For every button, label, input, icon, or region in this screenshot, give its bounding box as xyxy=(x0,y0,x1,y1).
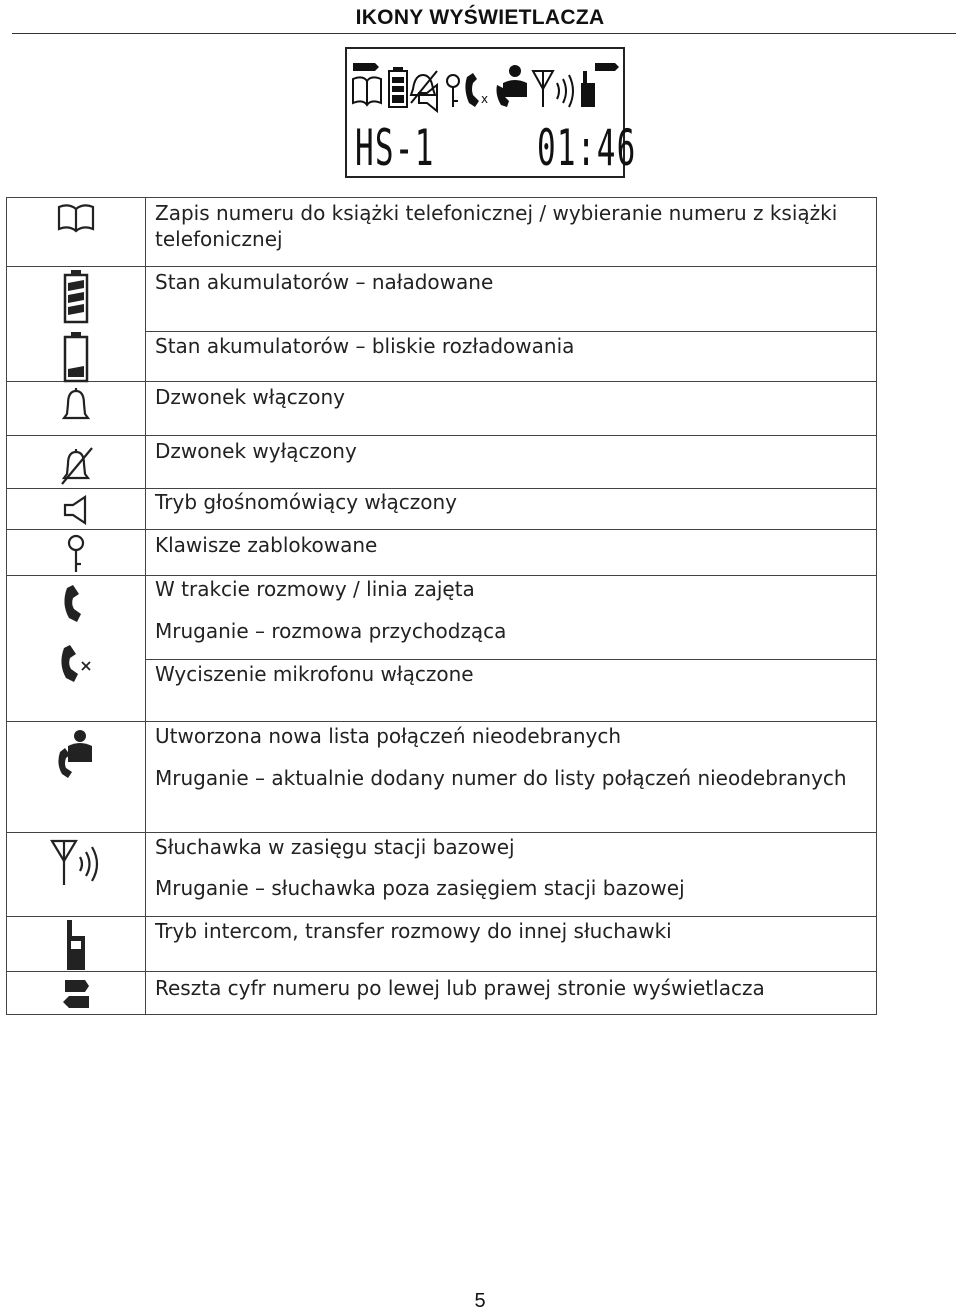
icon-cell xyxy=(7,576,146,722)
description-cell xyxy=(146,436,877,489)
arrows-icon xyxy=(61,978,91,1010)
icon-cell xyxy=(7,382,146,436)
row-text: Mruganie – rozmowa przychodząca xyxy=(155,619,507,643)
description-cell xyxy=(146,530,877,576)
table-row xyxy=(7,833,877,917)
row-text: Stan akumulatorów – bliskie rozładowania xyxy=(155,334,575,358)
description-cell xyxy=(146,833,877,917)
antenna-signal-icon xyxy=(48,839,104,887)
description-cell xyxy=(146,722,877,833)
handset-mute-icon xyxy=(58,644,94,684)
lcd-handset-name: HS-1 xyxy=(355,119,435,177)
row-text: Zapis numeru do książki telefonicznej / wybieranie numeru z książki telefonicznej xyxy=(155,201,838,251)
table-row xyxy=(7,267,877,382)
row-text: Tryb głośnomówiący włączony xyxy=(155,490,457,514)
key-icon xyxy=(64,534,88,574)
lcd-clock: 01:46 xyxy=(537,119,637,177)
handset-icon xyxy=(61,584,91,624)
row-text: Klawisze zablokowane xyxy=(155,533,378,557)
missed-call-icon xyxy=(54,728,98,780)
speaker-icon xyxy=(63,495,89,525)
svg-text:x: x xyxy=(481,92,489,106)
icon-cell xyxy=(7,267,146,382)
book-icon xyxy=(56,203,96,233)
table-row xyxy=(7,722,877,833)
icon-table xyxy=(6,197,877,1015)
row-text: Dzwonek wyłączony xyxy=(155,439,357,463)
table-row xyxy=(7,436,877,489)
row-text: Utworzona nowa lista połączeń nieodebranych xyxy=(155,724,622,748)
row-text: Tryb intercom, transfer rozmowy do innej słuchawki xyxy=(155,919,672,943)
description-cell xyxy=(146,489,877,530)
table-row xyxy=(7,576,877,722)
table-row xyxy=(7,382,877,436)
icon-cell xyxy=(7,530,146,576)
row-divider xyxy=(146,331,876,332)
page-title: IKONY WYŚWIETLACZA xyxy=(355,6,605,29)
table-row xyxy=(7,972,877,1015)
icon-cell xyxy=(7,972,146,1015)
description-cell xyxy=(146,198,877,267)
description-cell xyxy=(146,972,877,1015)
icon-cell xyxy=(7,917,146,972)
description-cell xyxy=(146,382,877,436)
icon-cell xyxy=(7,436,146,489)
icon-cell xyxy=(7,198,146,267)
table-row xyxy=(7,198,877,267)
row-text: Mruganie – słuchawka poza zasięgiem stacji bazowej xyxy=(155,876,685,900)
row-text: Dzwonek włączony xyxy=(155,385,345,409)
page-number: 5 xyxy=(474,1290,486,1312)
icon-cell xyxy=(7,722,146,833)
battery-low-icon xyxy=(63,331,89,383)
table-row xyxy=(7,917,877,972)
row-text: Stan akumulatorów – naładowane xyxy=(155,270,494,294)
row-divider xyxy=(146,659,876,660)
icon-cell xyxy=(7,489,146,530)
bell-off-icon xyxy=(56,446,96,486)
description-cell xyxy=(146,267,877,382)
bell-icon xyxy=(61,388,91,426)
table-row xyxy=(7,489,877,530)
title-divider xyxy=(12,33,956,34)
row-text: Mruganie – aktualnie dodany numer do listy połączeń nieodebranych xyxy=(155,766,847,790)
intercom-handset-icon xyxy=(64,919,88,971)
table-row xyxy=(7,530,877,576)
description-cell xyxy=(146,576,877,722)
row-text: Słuchawka w zasięgu stacji bazowej xyxy=(155,835,515,859)
row-text: Reszta cyfr numeru po lewej lub prawej stronie wyświetlacza xyxy=(155,976,765,1000)
row-text: W trakcie rozmowy / linia zajęta xyxy=(155,577,475,601)
icon-cell xyxy=(7,833,146,917)
battery-full-icon xyxy=(63,269,89,324)
lcd-display xyxy=(345,47,637,178)
row-text: Wyciszenie mikrofonu włączone xyxy=(155,662,474,686)
description-cell xyxy=(146,917,877,972)
